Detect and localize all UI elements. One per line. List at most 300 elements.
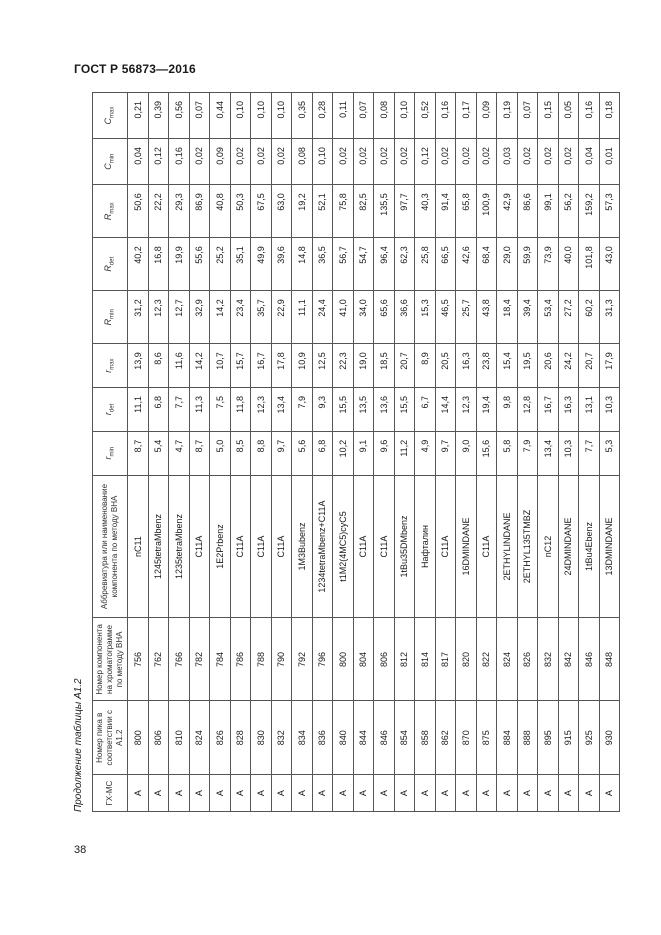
cell-component-number: 820	[456, 618, 477, 701]
cell-R-min: 65,6	[374, 291, 395, 344]
cell-r-min: 5,3	[599, 431, 620, 475]
cell-C-max: 0,10	[394, 93, 415, 139]
cell-r-max: 8,9	[415, 344, 436, 388]
cell-R-max: 75,8	[333, 185, 354, 238]
table-row	[497, 93, 518, 812]
cell-R-min: 23,4	[230, 291, 251, 344]
cell-abbreviation: C11A	[374, 475, 395, 618]
cell-r-max: 8,6	[148, 344, 169, 388]
cell-C-max: 0,16	[435, 93, 456, 139]
cell-peak-number: 806	[148, 701, 169, 775]
cell-R-max: 19,2	[292, 185, 313, 238]
cell-r-min: 9,7	[271, 431, 292, 475]
cell-C-max: 0,10	[251, 93, 272, 139]
cell-R-max: 50,3	[230, 185, 251, 238]
cell-r-min: 10,2	[333, 431, 354, 475]
cell-peak-number: 800	[128, 701, 149, 775]
cell-C-min: 0,02	[353, 139, 374, 185]
table-caption: Продолжение таблицы А1.2	[73, 678, 84, 812]
cell-r-min: 9,1	[353, 431, 374, 475]
cell-gcms: А	[579, 775, 600, 812]
cell-C-max: 0,17	[456, 93, 477, 139]
cell-R-min: 12,3	[148, 291, 169, 344]
cell-C-min: 0,16	[169, 139, 190, 185]
cell-R-max: 97,7	[394, 185, 415, 238]
cell-r-min: 5,0	[210, 431, 231, 475]
cell-component-number: 804	[353, 618, 374, 701]
cell-component-number: 762	[148, 618, 169, 701]
cell-abbreviation: Нафталин	[415, 475, 436, 618]
cell-gcms: А	[456, 775, 477, 812]
cell-abbreviation: C11A	[476, 475, 497, 618]
cell-R-det: 66,5	[435, 238, 456, 291]
cell-R-det: 59,9	[517, 238, 538, 291]
table-row	[292, 93, 313, 812]
cell-C-min: 0,03	[497, 139, 518, 185]
cell-r-det: 9,8	[497, 388, 518, 432]
cell-r-max: 11,6	[169, 344, 190, 388]
cell-R-max: 56,2	[558, 185, 579, 238]
cell-C-min: 0,08	[292, 139, 313, 185]
header-r-max: $r_{max}$	[93, 344, 128, 388]
cell-r-min: 5,4	[148, 431, 169, 475]
cell-abbreviation: 16DMINDANE	[456, 475, 477, 618]
cell-R-max: 63,0	[271, 185, 292, 238]
header-r-min: $r_{min}$	[93, 431, 128, 475]
cell-peak-number: 858	[415, 701, 436, 775]
cell-C-min: 0,02	[394, 139, 415, 185]
cell-gcms: А	[538, 775, 559, 812]
cell-peak-number: 884	[497, 701, 518, 775]
cell-r-min: 15,6	[476, 431, 497, 475]
cell-gcms: А	[415, 775, 436, 812]
cell-abbreviation: 1245tetraMbenz	[148, 475, 169, 618]
cell-R-det: 62,3	[394, 238, 415, 291]
cell-abbreviation: C11A	[230, 475, 251, 618]
cell-R-min: 11,1	[292, 291, 313, 344]
cell-component-number: 790	[271, 618, 292, 701]
cell-R-det: 68,4	[476, 238, 497, 291]
cell-r-max: 12,5	[312, 344, 333, 388]
cell-peak-number: 930	[599, 701, 620, 775]
cell-gcms: А	[230, 775, 251, 812]
cell-C-max: 0,08	[374, 93, 395, 139]
cell-abbreviation: 13DMINDANE	[599, 475, 620, 618]
cell-C-max: 0,35	[292, 93, 313, 139]
cell-R-det: 36,5	[312, 238, 333, 291]
cell-gcms: А	[128, 775, 149, 812]
cell-R-det: 49,9	[251, 238, 272, 291]
cell-r-max: 10,9	[292, 344, 313, 388]
cell-abbreviation: C11A	[189, 475, 210, 618]
cell-component-number: 817	[435, 618, 456, 701]
cell-r-max: 24,2	[558, 344, 579, 388]
cell-r-det: 16,3	[558, 388, 579, 432]
cell-component-number: 766	[169, 618, 190, 701]
table-row	[148, 93, 169, 812]
cell-gcms: А	[148, 775, 169, 812]
cell-peak-number: 888	[517, 701, 538, 775]
cell-C-max: 0,28	[312, 93, 333, 139]
cell-R-det: 55,6	[189, 238, 210, 291]
cell-C-min: 0,02	[538, 139, 559, 185]
cell-C-max: 0,10	[230, 93, 251, 139]
cell-component-number: 788	[251, 618, 272, 701]
cell-gcms: А	[210, 775, 231, 812]
cell-r-max: 17,9	[599, 344, 620, 388]
cell-R-det: 101,8	[579, 238, 600, 291]
table-row	[415, 93, 436, 812]
cell-r-min: 11,2	[394, 431, 415, 475]
cell-component-number: 796	[312, 618, 333, 701]
cell-abbreviation: 24DMINDANE	[558, 475, 579, 618]
cell-component-number: 784	[210, 618, 231, 701]
table-row	[517, 93, 538, 812]
cell-r-det: 6,7	[415, 388, 436, 432]
cell-r-min: 10,3	[558, 431, 579, 475]
cell-C-max: 0,15	[538, 93, 559, 139]
cell-peak-number: 826	[210, 701, 231, 775]
header-gcms: ГХ-МС	[93, 775, 128, 812]
cell-gcms: А	[251, 775, 272, 812]
cell-R-det: 40,2	[128, 238, 149, 291]
cell-r-det: 12,3	[456, 388, 477, 432]
cell-r-det: 16,7	[538, 388, 559, 432]
cell-C-min: 0,02	[517, 139, 538, 185]
cell-component-number: 814	[415, 618, 436, 701]
cell-gcms: А	[599, 775, 620, 812]
header-component-number: Номер компонента на хроматограмме по методу ВНА	[93, 618, 128, 701]
cell-R-min: 39,4	[517, 291, 538, 344]
cell-peak-number: 824	[189, 701, 210, 775]
cell-C-max: 0,07	[517, 93, 538, 139]
cell-peak-number: 830	[251, 701, 272, 775]
cell-R-det: 25,2	[210, 238, 231, 291]
cell-R-max: 100,9	[476, 185, 497, 238]
table-row	[599, 93, 620, 812]
cell-r-max: 20,7	[579, 344, 600, 388]
cell-gcms: А	[189, 775, 210, 812]
table-row	[579, 93, 600, 812]
cell-r-max: 14,2	[189, 344, 210, 388]
cell-C-max: 0,39	[148, 93, 169, 139]
cell-C-min: 0,02	[189, 139, 210, 185]
cell-gcms: А	[558, 775, 579, 812]
table-row	[456, 93, 477, 812]
cell-abbreviation: C11A	[251, 475, 272, 618]
cell-C-max: 0,18	[599, 93, 620, 139]
cell-C-min: 0,09	[210, 139, 231, 185]
cell-R-max: 52,1	[312, 185, 333, 238]
cell-gcms: А	[435, 775, 456, 812]
cell-component-number: 756	[128, 618, 149, 701]
cell-component-number: 846	[579, 618, 600, 701]
rotated-table-container	[73, 92, 615, 812]
cell-gcms: А	[292, 775, 313, 812]
cell-R-max: 40,3	[415, 185, 436, 238]
cell-r-det: 7,5	[210, 388, 231, 432]
cell-R-min: 24,4	[312, 291, 333, 344]
page-number: 38	[74, 844, 87, 856]
cell-r-max: 19,5	[517, 344, 538, 388]
cell-R-max: 99,1	[538, 185, 559, 238]
cell-r-max: 20,5	[435, 344, 456, 388]
cell-abbreviation: 1E2Prbenz	[210, 475, 231, 618]
cell-component-number: 848	[599, 618, 620, 701]
cell-C-min: 0,10	[312, 139, 333, 185]
table-row	[230, 93, 251, 812]
cell-C-min: 0,02	[230, 139, 251, 185]
cell-C-min: 0,02	[456, 139, 477, 185]
cell-r-det: 6,8	[148, 388, 169, 432]
table-row	[189, 93, 210, 812]
cell-C-min: 0,02	[333, 139, 354, 185]
cell-abbreviation: 1tBu4Ebenz	[579, 475, 600, 618]
table-row	[538, 93, 559, 812]
table-row	[476, 93, 497, 812]
cell-r-max: 15,4	[497, 344, 518, 388]
cell-r-det: 13,5	[353, 388, 374, 432]
cell-R-det: 42,6	[456, 238, 477, 291]
cell-abbreviation: nC11	[128, 475, 149, 618]
cell-component-number: 824	[497, 618, 518, 701]
cell-abbreviation: 2ETHYLINDANE	[497, 475, 518, 618]
cell-R-min: 18,4	[497, 291, 518, 344]
cell-C-min: 0,04	[579, 139, 600, 185]
cell-R-max: 29,3	[169, 185, 190, 238]
cell-r-det: 9,3	[312, 388, 333, 432]
cell-R-det: 29,0	[497, 238, 518, 291]
cell-r-max: 15,7	[230, 344, 251, 388]
cell-gcms: А	[476, 775, 497, 812]
cell-abbreviation: 1M3Bubenz	[292, 475, 313, 618]
cell-r-det: 10,3	[599, 388, 620, 432]
table-row	[312, 93, 333, 812]
cell-r-min: 8,7	[128, 431, 149, 475]
table-row	[374, 93, 395, 812]
cell-r-max: 20,6	[538, 344, 559, 388]
cell-peak-number: 925	[579, 701, 600, 775]
cell-gcms: А	[353, 775, 374, 812]
cell-r-min: 9,6	[374, 431, 395, 475]
cell-C-max: 0,21	[128, 93, 149, 139]
cell-R-max: 65,8	[456, 185, 477, 238]
cell-r-det: 12,3	[251, 388, 272, 432]
cell-r-max: 22,3	[333, 344, 354, 388]
table-row	[394, 93, 415, 812]
cell-component-number: 800	[333, 618, 354, 701]
cell-r-det: 12,8	[517, 388, 538, 432]
cell-component-number: 826	[517, 618, 538, 701]
cell-r-det: 11,8	[230, 388, 251, 432]
cell-r-min: 7,9	[517, 431, 538, 475]
cell-C-min: 0,02	[476, 139, 497, 185]
cell-R-det: 43,0	[599, 238, 620, 291]
cell-R-max: 40,8	[210, 185, 231, 238]
cell-peak-number: 870	[456, 701, 477, 775]
cell-r-min: 7,7	[579, 431, 600, 475]
cell-R-min: 31,3	[599, 291, 620, 344]
header-R-max: $R_{max}$	[93, 185, 128, 238]
cell-peak-number: 840	[333, 701, 354, 775]
cell-abbreviation: nC12	[538, 475, 559, 618]
cell-R-max: 135,5	[374, 185, 395, 238]
cell-peak-number: 836	[312, 701, 333, 775]
cell-gcms: А	[333, 775, 354, 812]
cell-peak-number: 844	[353, 701, 374, 775]
cell-gcms: А	[374, 775, 395, 812]
data-table	[92, 92, 620, 812]
cell-r-max: 19,0	[353, 344, 374, 388]
cell-r-min: 8,5	[230, 431, 251, 475]
cell-R-max: 22,2	[148, 185, 169, 238]
cell-component-number: 832	[538, 618, 559, 701]
cell-r-det: 7,9	[292, 388, 313, 432]
cell-C-min: 0,01	[599, 139, 620, 185]
cell-peak-number: 915	[558, 701, 579, 775]
header-r-det: $r_{det}$	[93, 388, 128, 432]
cell-C-max: 0,16	[579, 93, 600, 139]
cell-R-min: 22,9	[271, 291, 292, 344]
cell-C-max: 0,07	[189, 93, 210, 139]
table-row	[128, 93, 149, 812]
cell-r-det: 7,7	[169, 388, 190, 432]
cell-r-min: 5,8	[497, 431, 518, 475]
cell-gcms: А	[497, 775, 518, 812]
header-C-min: $C_{min}$	[93, 139, 128, 185]
cell-r-det: 13,4	[271, 388, 292, 432]
cell-gcms: А	[394, 775, 415, 812]
header-C-max: $C_{max}$	[93, 93, 128, 139]
cell-r-det: 13,6	[374, 388, 395, 432]
cell-C-min: 0,02	[251, 139, 272, 185]
cell-r-det: 11,3	[189, 388, 210, 432]
cell-C-min: 0,04	[128, 139, 149, 185]
cell-r-min: 13,4	[538, 431, 559, 475]
cell-R-det: 56,7	[333, 238, 354, 291]
cell-C-min: 0,02	[374, 139, 395, 185]
cell-R-min: 32,9	[189, 291, 210, 344]
cell-C-max: 0,52	[415, 93, 436, 139]
cell-R-min: 41,0	[333, 291, 354, 344]
cell-peak-number: 846	[374, 701, 395, 775]
cell-abbreviation: 1234tetraMbenz+C11A	[312, 475, 333, 618]
cell-peak-number: 810	[169, 701, 190, 775]
cell-R-min: 46,5	[435, 291, 456, 344]
cell-r-max: 16,7	[251, 344, 272, 388]
cell-R-max: 57,3	[599, 185, 620, 238]
cell-C-min: 0,02	[558, 139, 579, 185]
cell-gcms: А	[312, 775, 333, 812]
cell-r-det: 15,5	[333, 388, 354, 432]
cell-peak-number: 832	[271, 701, 292, 775]
cell-r-max: 16,3	[456, 344, 477, 388]
cell-R-min: 31,2	[128, 291, 149, 344]
cell-r-det: 14,4	[435, 388, 456, 432]
cell-R-det: 14,8	[292, 238, 313, 291]
cell-C-max: 0,44	[210, 93, 231, 139]
cell-R-min: 27,2	[558, 291, 579, 344]
cell-R-min: 53,4	[538, 291, 559, 344]
cell-R-max: 86,6	[517, 185, 538, 238]
cell-peak-number: 854	[394, 701, 415, 775]
cell-C-max: 0,11	[333, 93, 354, 139]
cell-R-min: 60,2	[579, 291, 600, 344]
table-row	[210, 93, 231, 812]
cell-C-max: 0,05	[558, 93, 579, 139]
cell-C-min: 0,02	[271, 139, 292, 185]
table-row	[435, 93, 456, 812]
cell-r-max: 18,5	[374, 344, 395, 388]
cell-component-number: 842	[558, 618, 579, 701]
cell-R-min: 25,7	[456, 291, 477, 344]
header-peak-number: Номер пика в соответствии с А1.2	[93, 701, 128, 775]
cell-component-number: 812	[394, 618, 415, 701]
cell-component-number: 782	[189, 618, 210, 701]
cell-r-min: 8,7	[189, 431, 210, 475]
cell-R-min: 15,3	[415, 291, 436, 344]
table-row	[251, 93, 272, 812]
cell-R-det: 39,6	[271, 238, 292, 291]
cell-r-min: 6,8	[312, 431, 333, 475]
cell-R-min: 35,7	[251, 291, 272, 344]
cell-R-det: 54,7	[353, 238, 374, 291]
cell-gcms: А	[271, 775, 292, 812]
cell-C-max: 0,56	[169, 93, 190, 139]
cell-abbreviation: 1235tetraMbenz	[169, 475, 190, 618]
cell-r-max: 20,7	[394, 344, 415, 388]
cell-R-det: 25,8	[415, 238, 436, 291]
cell-C-min: 0,02	[435, 139, 456, 185]
cell-r-min: 4,7	[169, 431, 190, 475]
cell-abbreviation: C11A	[353, 475, 374, 618]
cell-component-number: 792	[292, 618, 313, 701]
cell-peak-number: 834	[292, 701, 313, 775]
cell-component-number: 806	[374, 618, 395, 701]
table-row	[169, 93, 190, 812]
cell-r-min: 9,7	[435, 431, 456, 475]
cell-r-min: 8,8	[251, 431, 272, 475]
cell-R-det: 19,9	[169, 238, 190, 291]
cell-R-det: 40,0	[558, 238, 579, 291]
cell-abbreviation: t1M2(4MC5)cyC5	[333, 475, 354, 618]
cell-C-max: 0,09	[476, 93, 497, 139]
cell-R-max: 82,5	[353, 185, 374, 238]
cell-abbreviation: 2ETHYL135TMBZ	[517, 475, 538, 618]
table-row	[558, 93, 579, 812]
table-row	[353, 93, 374, 812]
table-row	[271, 93, 292, 812]
cell-R-max: 91,4	[435, 185, 456, 238]
cell-component-number: 822	[476, 618, 497, 701]
cell-abbreviation: C11A	[435, 475, 456, 618]
cell-R-det: 16,8	[148, 238, 169, 291]
cell-C-min: 0,12	[148, 139, 169, 185]
cell-r-max: 23,8	[476, 344, 497, 388]
cell-R-max: 86,9	[189, 185, 210, 238]
cell-r-max: 17,8	[271, 344, 292, 388]
cell-C-max: 0,07	[353, 93, 374, 139]
cell-R-min: 43,8	[476, 291, 497, 344]
cell-r-max: 10,7	[210, 344, 231, 388]
cell-R-min: 12,7	[169, 291, 190, 344]
cell-R-max: 159,2	[579, 185, 600, 238]
document-title: ГОСТ Р 56873—2016	[74, 62, 196, 76]
cell-abbreviation: 1tBu35DMbenz	[394, 475, 415, 618]
cell-C-max: 0,10	[271, 93, 292, 139]
cell-C-max: 0,19	[497, 93, 518, 139]
cell-R-max: 67,5	[251, 185, 272, 238]
